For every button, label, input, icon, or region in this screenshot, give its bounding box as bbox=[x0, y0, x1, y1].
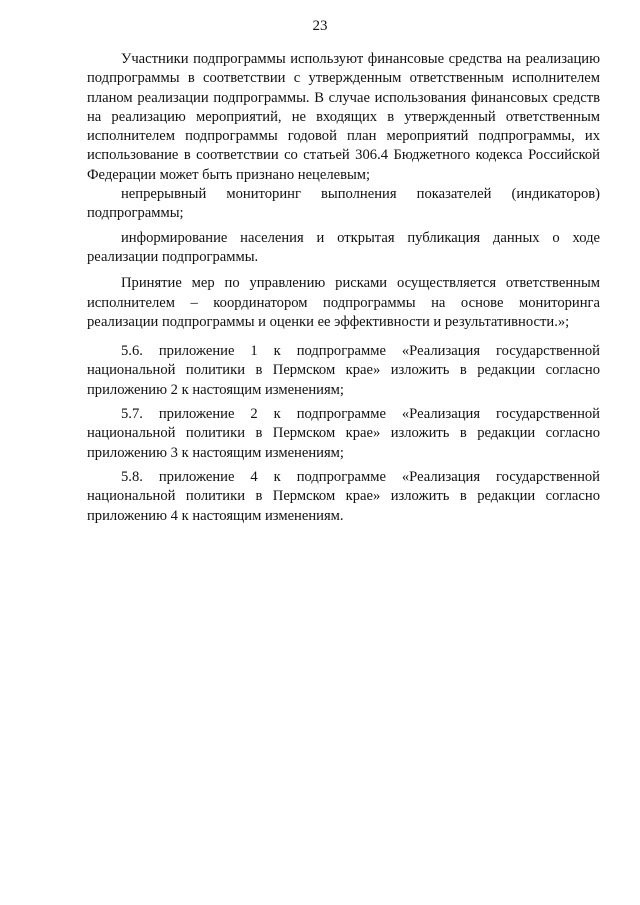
paragraph-risk-management: Принятие мер по управлению рисками осуществляется ответственным исполнителем – координатором подпрограммы на основе мониторинга реализации подпрограммы и оценки ее эффективности и результативности.»; bbox=[87, 275, 600, 330]
document-body bbox=[87, 50, 600, 526]
paragraph-item-5-7: 5.7. приложение 2 к подпрограмме «Реализация государственной национальной политики в Пермском крае» изложить в редакции согласно приложению 3 к настоящим изменениям; bbox=[87, 406, 600, 461]
page-number: 23 bbox=[312, 18, 328, 34]
paragraph-funding-usage: Участники подпрограммы используют финансовые средства на реализацию подпрограммы в соответствии с утвержденным ответственным исполнителем планом реализации подпрограммы. В случае использования финансовых средств на реализацию мероприятий, не входящих в утвержденный ответственным исполнителем подпрограммы годовой план мероприятий подпрограммы, их использование в соответствии со статьей 306.4 Бюджетного кодекса Российской Федерации может быть признано нецелевым; bbox=[87, 51, 600, 183]
paragraph-informing: информирование населения и открытая публикация данных о ходе реализации подпрограммы. bbox=[87, 229, 600, 265]
paragraph-monitoring: непрерывный мониторинг выполнения показателей (индикаторов) подпрограммы; bbox=[87, 186, 600, 222]
paragraph-item-5-8: 5.8. приложение 4 к подпрограмме «Реализация государственной национальной политики в Пермском крае» изложить в редакции согласно приложению 4 к настоящим изменениям. bbox=[87, 468, 600, 524]
paragraph-item-5-6: 5.6. приложение 1 к подпрограмме «Реализация государственной национальной политики в Пермском крае» изложить в редакции согласно приложению 2 к настоящим изменениям; bbox=[87, 343, 600, 398]
